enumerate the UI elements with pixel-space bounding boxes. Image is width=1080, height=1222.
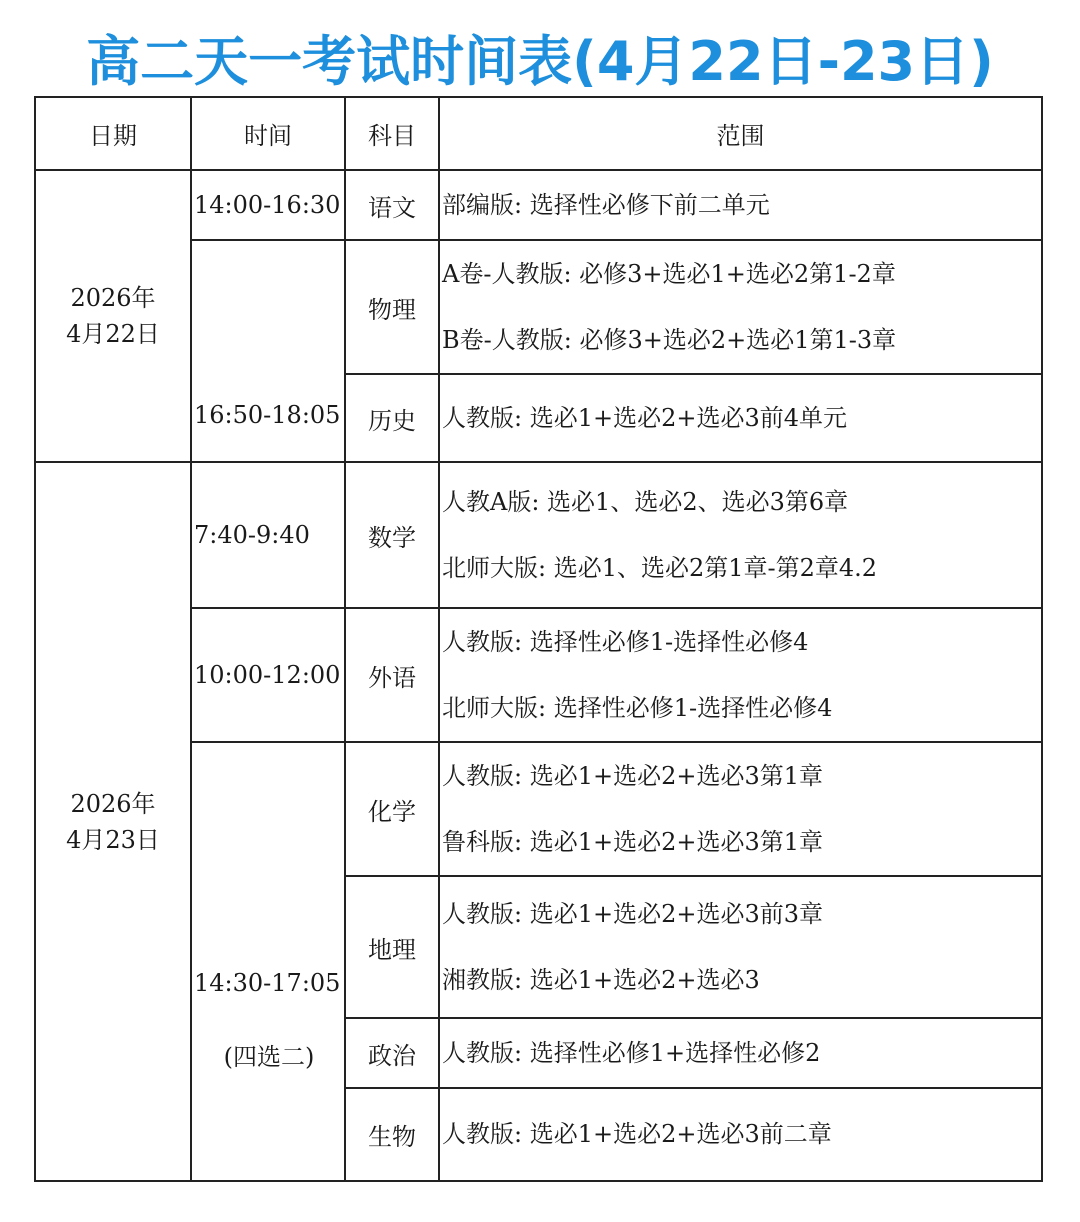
range-cell [439,462,1042,608]
range-text: 部编版: 选择性必修下前二单元 [442,190,770,219]
date-day: 4月22日 [66,320,160,348]
range-text: 北师大版: 选择性必修1-选择性必修4 [442,693,833,722]
range-text: 鲁科版: 选必1+选必2+选必3第1章 [442,827,824,856]
range-cell [439,608,1042,742]
range-text: 湘教版: 选必1+选必2+选必3 [442,965,760,994]
range-text: 人教版: 选必1+选必2+选必3第1章 [442,761,824,790]
range-cell [439,170,1042,240]
subject-cell: 数学 [345,462,439,608]
range-text: 人教A版: 选必1、选必2、选必3第6章 [442,487,849,516]
range-cell [439,374,1042,462]
subject-cell: 语文 [345,170,439,240]
page-title: 高二天一考试时间表(4月22日-23日) [86,30,994,93]
subject-cell: 历史 [345,374,439,462]
time-cell: 7:40-9:40 [191,462,345,608]
time-text: 16:50-18:05 [194,401,341,429]
range-cell [439,1018,1042,1088]
subject-cell: 生物 [345,1088,439,1181]
range-text: 人教版: 选择性必修1-选择性必修4 [442,627,809,656]
date-cell-day1 [35,170,191,462]
subject-cell: 化学 [345,742,439,876]
table-row [35,170,1042,240]
date-year: 2026年 [70,789,156,818]
subject-cell: 外语 [345,608,439,742]
time-text: 14:30-17:05 [194,969,341,997]
range-cell [439,240,1042,374]
header-subject: 科目 [345,97,439,170]
time-cell [191,742,345,1181]
subject-cell: 地理 [345,876,439,1018]
range-text: 人教版: 选必1+选必2+选必3前4单元 [442,403,848,432]
header-date: 日期 [35,97,191,170]
range-text: A卷-人教版: 必修3+选必1+选必2第1-2章 [442,259,896,288]
range-text: 人教版: 选择性必修1+选择性必修2 [442,1038,821,1067]
time-note: (四选二) [223,1043,315,1071]
exam-schedule-table [34,96,1043,1182]
subject-cell: 政治 [345,1018,439,1088]
time-cell: 14:00-16:30 [191,170,345,240]
range-text: 人教版: 选必1+选必2+选必3前3章 [442,899,824,928]
date-day: 4月23日 [66,825,160,854]
time-cell [191,240,345,462]
header-range: 范围 [439,97,1042,170]
range-text: 人教版: 选必1+选必2+选必3前二章 [442,1120,832,1148]
range-cell [439,742,1042,876]
subject-cell: 物理 [345,240,439,374]
date-cell-day2 [35,462,191,1181]
range-cell [439,1088,1042,1181]
range-cell [439,876,1042,1018]
header-time: 时间 [191,97,345,170]
table-row [35,462,1042,608]
range-text: 北师大版: 选必1、选必2第1章-第2章4.2 [442,553,878,582]
range-text: B卷-人教版: 必修3+选必2+选必1第1-3章 [442,325,897,354]
table-header-row [35,97,1042,170]
time-cell: 10:00-12:00 [191,608,345,742]
date-year: 2026年 [70,284,156,312]
